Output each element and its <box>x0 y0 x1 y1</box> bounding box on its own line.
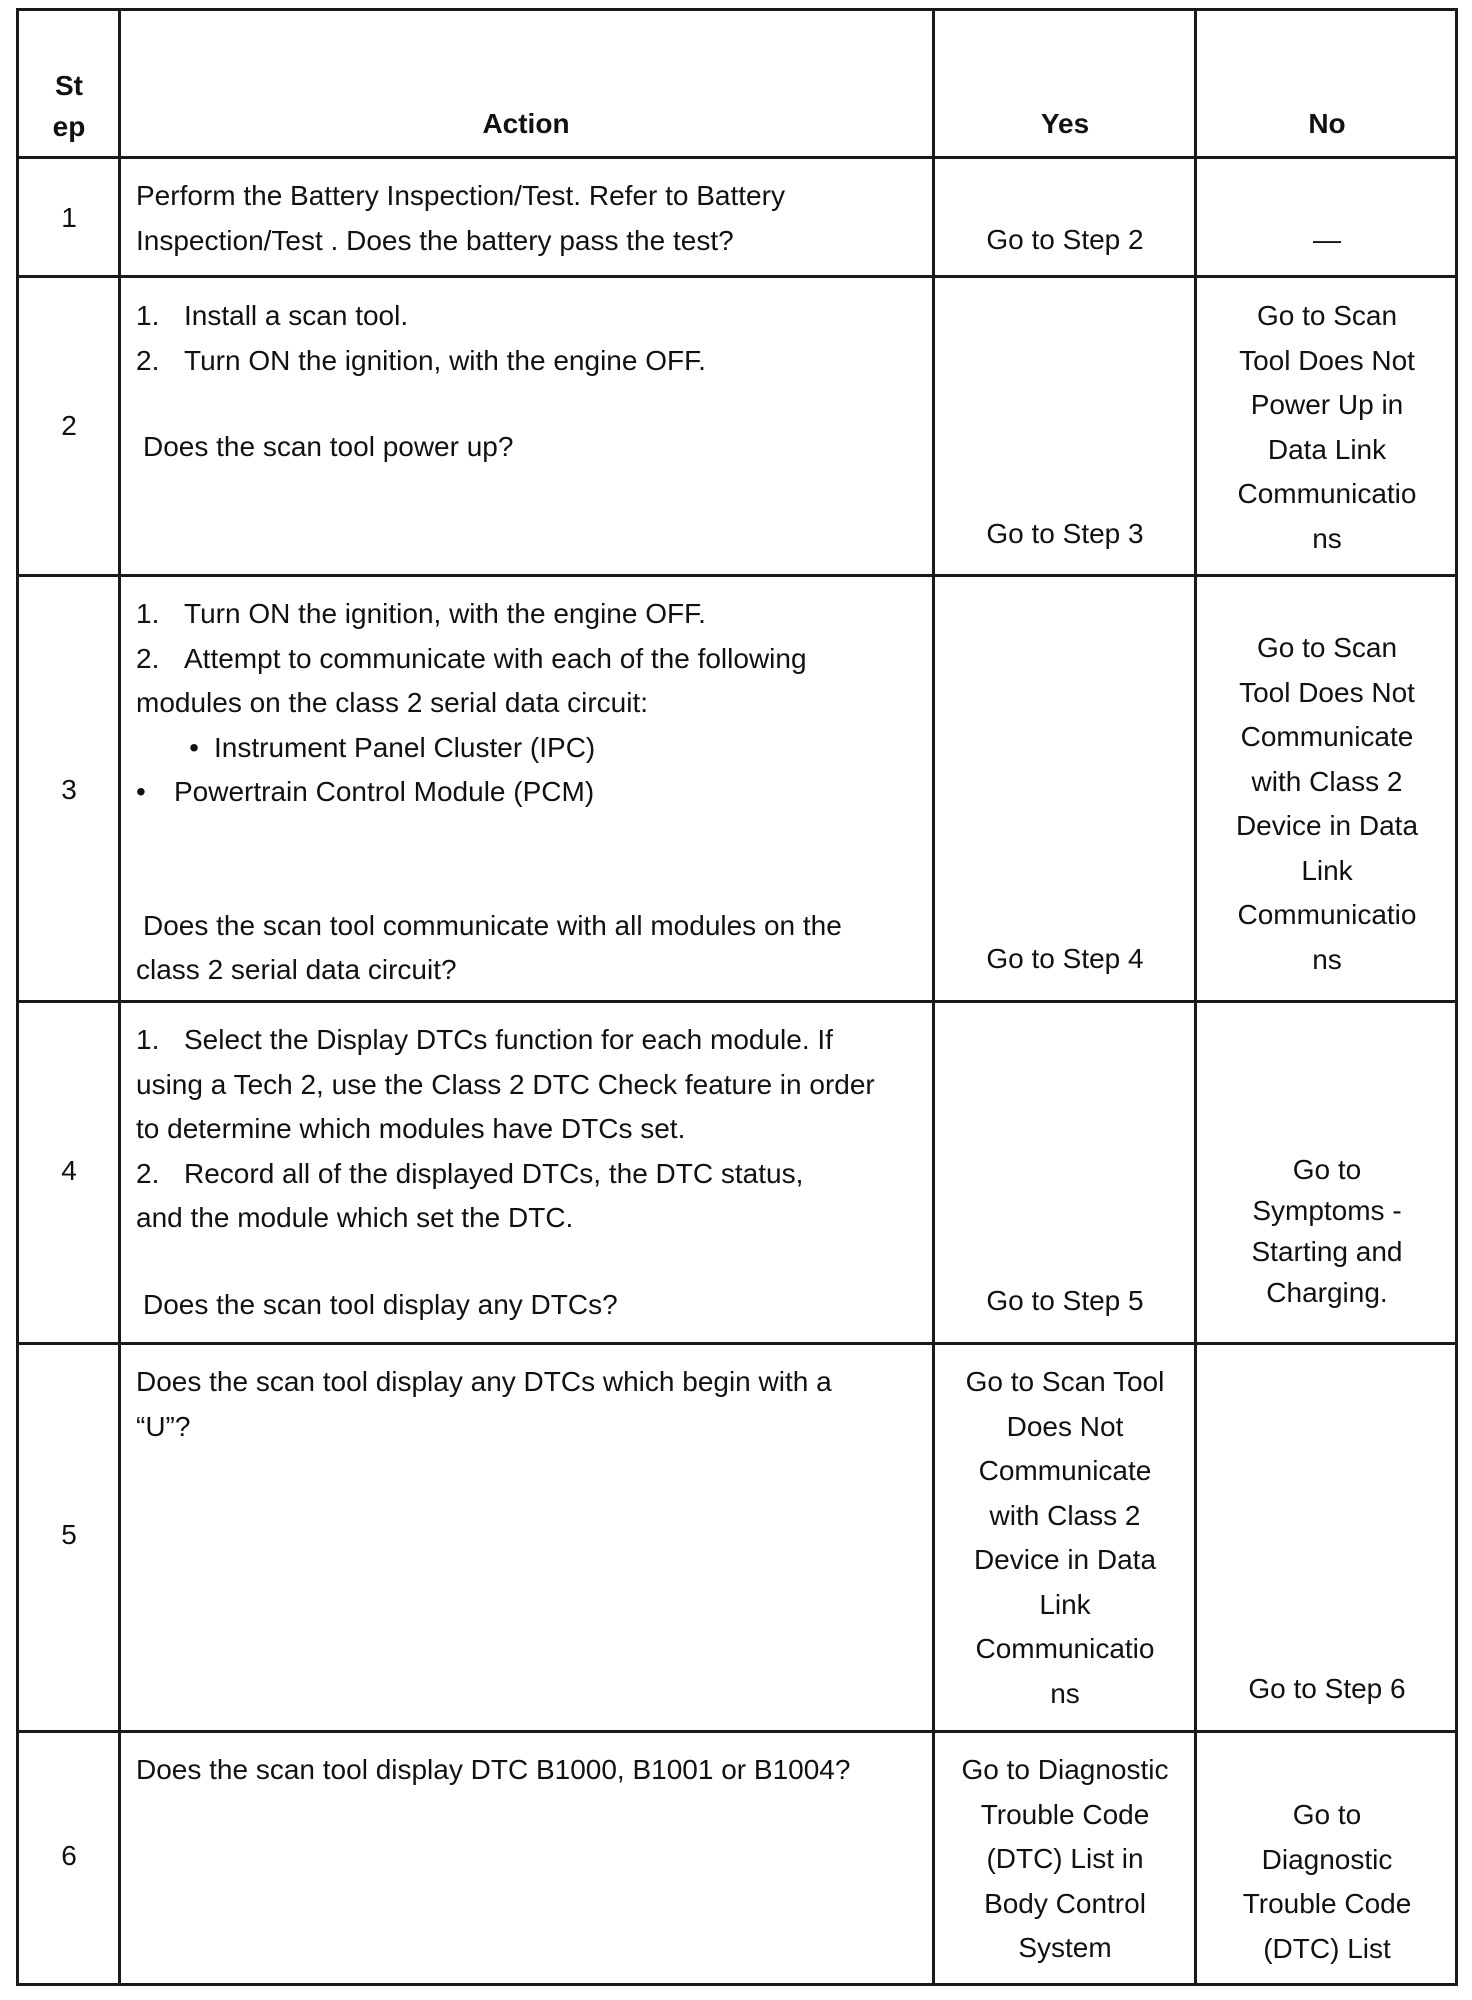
step-number: 4 <box>61 1155 77 1186</box>
yes-line: Body Control <box>984 1887 1146 1919</box>
table-border-bottom <box>16 1983 1458 1986</box>
no-line: Trouble Code <box>1242 1888 1412 1919</box>
bullet-item <box>136 770 918 815</box>
action-line: to determine which modules have DTCs set. <box>136 1113 686 1144</box>
list-item <box>136 294 918 339</box>
row-divider <box>16 156 1458 159</box>
header-step <box>18 64 120 149</box>
question: Does the scan tool display any DTCs? <box>143 1288 618 1320</box>
no-line: Go to Step 6 <box>1248 1673 1406 1704</box>
question-line: Does the scan tool communicate with all modules on the <box>143 909 842 941</box>
no-line: Power Up in <box>1250 389 1404 420</box>
action-line: Perform the Battery Inspection/Test. Refer to Battery <box>136 180 785 211</box>
action-line: “U”? <box>136 1410 191 1442</box>
no-line: Go to <box>1292 1154 1362 1185</box>
yes-cell <box>934 1748 1196 1971</box>
yes-line: (DTC) List in <box>986 1843 1144 1874</box>
no-line: (DTC) List <box>1263 1932 1391 1964</box>
row-divider <box>16 275 1458 278</box>
list-number: 1. <box>136 1024 160 1055</box>
no-line: Go to <box>1292 1799 1362 1830</box>
no-line: Symptoms - <box>1252 1195 1402 1226</box>
yes-line: Device in Data <box>973 1544 1157 1575</box>
no-cell <box>1196 1667 1458 1712</box>
no-cell <box>1196 1793 1458 1971</box>
step-number: 1 <box>61 202 77 233</box>
yes-line: Communicate <box>978 1455 1152 1486</box>
list-item-text: Turn ON the ignition, with the engine OFF. <box>184 344 706 376</box>
no-line: Starting and <box>1251 1236 1403 1267</box>
no-cell <box>1196 218 1458 263</box>
bullet-text: Powertrain Control Module (PCM) <box>174 776 595 807</box>
action-cell <box>120 174 932 263</box>
no-line: Communicate <box>1240 721 1414 752</box>
no-line: ns <box>1312 943 1342 975</box>
list-item <box>136 1152 918 1197</box>
list-number: 2. <box>136 344 160 376</box>
no-cell <box>1196 1149 1458 1313</box>
action-line: using a Tech 2, use the Class 2 DTC Check feature in order <box>136 1068 875 1100</box>
list-item-text: Attempt to communicate with each of the following <box>184 642 807 674</box>
yes-line: Go to Step 5 <box>986 1285 1144 1316</box>
yes-cell <box>934 218 1196 263</box>
list-item-text: Record all of the displayed DTCs, the DTC status, <box>184 1157 804 1189</box>
yes-line: Go to Step 4 <box>986 943 1144 974</box>
no-cell <box>1196 294 1458 561</box>
no-line: Go to Scan <box>1256 300 1398 331</box>
no-line: Link <box>1301 854 1353 886</box>
column-divider <box>16 8 19 1986</box>
row-divider <box>16 1730 1458 1733</box>
bullet-icon: • <box>189 731 199 763</box>
step-number: 2 <box>61 410 77 441</box>
header-action: Action <box>482 108 570 139</box>
no-line: Tool Does Not <box>1239 676 1415 708</box>
yes-line: Does Not <box>1006 1410 1124 1442</box>
list-item <box>136 637 918 682</box>
row-divider <box>16 574 1458 577</box>
no-line: Tool Does Not <box>1239 344 1415 376</box>
table-border-top <box>16 8 1458 11</box>
list-item <box>136 339 918 384</box>
no-line: — <box>1313 224 1341 255</box>
no-line: ns <box>1312 522 1342 554</box>
row-divider <box>16 1342 1458 1345</box>
question: Does the scan tool power up? <box>143 431 514 462</box>
yes-line: with Class 2 <box>989 1499 1141 1531</box>
action-line: Does the scan tool display DTC B1000, B1001 or B1004? <box>136 1754 851 1785</box>
list-item-text: Turn ON the ignition, with the engine OFF. <box>184 598 706 629</box>
question-line: class 2 serial data circuit? <box>136 954 457 985</box>
action-cell <box>120 294 932 470</box>
yes-line: Communicatio <box>975 1633 1155 1664</box>
list-item <box>136 592 918 637</box>
action-cell <box>120 1360 932 1449</box>
no-line: Communicatio <box>1237 478 1417 509</box>
bullet-text: Instrument Panel Cluster (IPC) <box>214 731 596 763</box>
action-line: Does the scan tool display any DTCs which begin with a <box>136 1366 832 1397</box>
yes-cell <box>934 1360 1196 1716</box>
yes-line: Go to Scan Tool <box>965 1366 1165 1397</box>
header-yes: Yes <box>1040 108 1090 139</box>
no-line: Go to Scan <box>1256 632 1398 663</box>
yes-line: Go to Step 3 <box>986 518 1144 549</box>
yes-cell <box>934 512 1196 557</box>
row-divider <box>16 1000 1458 1003</box>
no-line: Communicatio <box>1237 899 1417 930</box>
no-cell <box>1196 626 1458 982</box>
list-item-text: Select the Display DTCs function for each module. If <box>184 1024 833 1055</box>
no-line: Data Link <box>1267 433 1387 465</box>
action-cell <box>120 1748 932 1793</box>
bullet-icon: • <box>136 776 146 807</box>
action-line: modules on the class 2 serial data circuit: <box>136 687 649 718</box>
yes-line: Go to Step 2 <box>986 224 1144 255</box>
action-cell <box>120 592 932 993</box>
list-item-text: Install a scan tool. <box>184 300 409 331</box>
list-number: 2. <box>136 642 160 674</box>
step-number: 5 <box>61 1519 77 1550</box>
step-number: 6 <box>61 1840 77 1871</box>
action-cell <box>120 1018 932 1327</box>
action-line: Inspection/Test . Does the battery pass the test? <box>136 224 734 256</box>
no-line: Device in Data <box>1235 810 1419 841</box>
bullet-item <box>136 726 918 771</box>
list-number: 1. <box>136 598 160 629</box>
yes-cell <box>934 1279 1196 1324</box>
list-number: 2. <box>136 1157 160 1189</box>
list-item <box>136 1018 918 1063</box>
no-line: Charging. <box>1266 1277 1388 1308</box>
no-line: with Class 2 <box>1251 765 1403 797</box>
yes-cell <box>934 937 1196 982</box>
yes-line: ns <box>1050 1677 1080 1709</box>
list-number: 1. <box>136 300 160 331</box>
header-step-line: St <box>55 70 83 101</box>
header-no: No <box>1308 108 1346 139</box>
no-line: Diagnostic <box>1261 1843 1393 1875</box>
yes-line: Trouble Code <box>980 1798 1150 1830</box>
yes-line: System <box>1018 1932 1112 1963</box>
step-number: 3 <box>61 774 77 805</box>
yes-line: Link <box>1039 1588 1091 1620</box>
action-line: and the module which set the DTC. <box>136 1202 574 1233</box>
header-step-line: ep <box>52 110 86 142</box>
yes-line: Go to Diagnostic <box>961 1754 1169 1785</box>
